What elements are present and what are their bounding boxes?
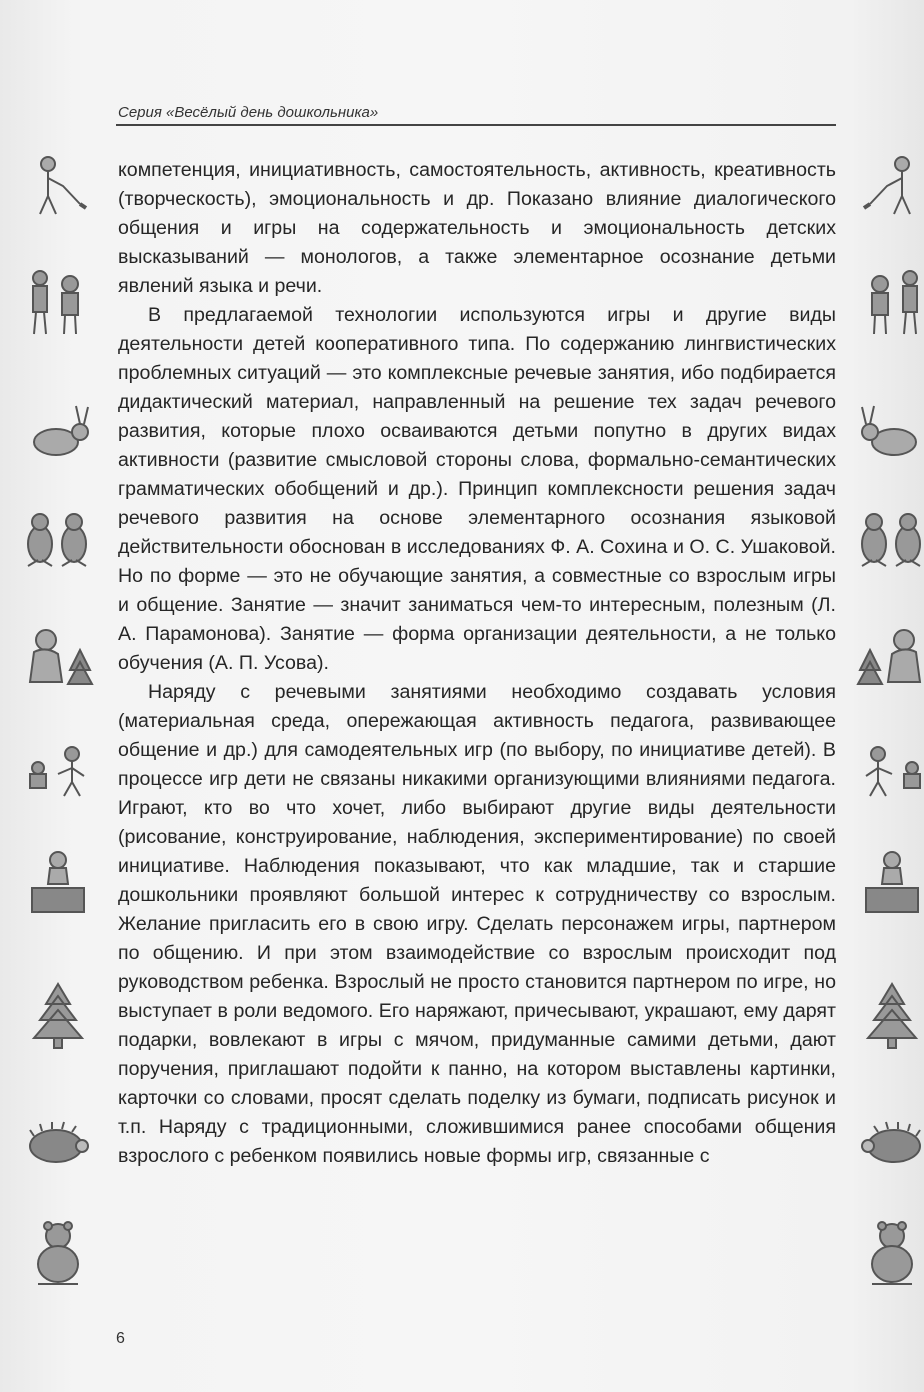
two-children-icon xyxy=(18,262,98,342)
children-playing-icon xyxy=(18,730,98,810)
child-with-shovel-icon xyxy=(852,146,924,226)
child-on-stump-icon xyxy=(18,842,98,922)
paragraph-1: компетенция, инициативность, самостоятельность, активность, креативность (творческость), эмоциональность и др. Показано влияние диалогического общения и игры на содержательность и эмоциональность детских высказываний — монологов, а также элементарное осознание детьми явлений языка и речи. xyxy=(118,159,836,297)
right-margin-vignettes xyxy=(852,0,924,1392)
left-margin-vignettes xyxy=(18,0,108,1392)
child-on-stump-icon xyxy=(852,842,924,922)
page-number: 6 xyxy=(116,1330,125,1347)
two-frogs-icon xyxy=(18,504,98,584)
rabbit-icon xyxy=(852,392,924,472)
christmas-tree-icon xyxy=(852,976,924,1056)
series-header: Серия «Весёлый день дошкольника» xyxy=(118,104,379,121)
paragraph-3: Наряду с речевыми занятиями необходимо создавать условия (материальная среда, опережающая активность педагога, развивающее общение и др.) для самодеятельных игр (по выбору, по инициативе детей). В процессе игр дети не связаны никакими организующими влияниями педагога. Играют, кто во что хочет, либо выбирают другие виды деятельности (рисование, конструирование, наблюдения, экспериментирование) по своей инициативе. Наблюдения показывают, что как младшие, так и старшие дошкольники проявляют большой интерес к сотрудничеству со взрослым. Желание пригласить его в свою игру. Сделать персонажем игры, партнером по общению. И при этом взаимодействие со взрослым происходит под руководством ребенка. Взрослый не просто становится партнером по игре, но выступает в роли ведомого. Его наряжают, причесывают, украшают, ему дарят подарки, вовлекают в игры с мячом, придуманные самими детьми, дают поручения, приглашают подойти к панно, на котором выставлены картинки, карточки со словами, просят сделать поделку из бумаги, подписать рисунок и т.п. Наряду с традиционными, сложившимися ранее способами общения взрослого с ребенком появились новые формы игр, связанные с xyxy=(118,681,836,1167)
children-playing-icon xyxy=(852,730,924,810)
hedgehog-icon xyxy=(852,1102,924,1182)
rabbit-icon xyxy=(18,392,98,472)
header-rule xyxy=(116,124,836,126)
child-with-shovel-icon xyxy=(18,146,98,226)
paragraph-2: В предлагаемой технологии используются игры и другие виды деятельности детей кооперативного типа. По содержанию лингвистических проблемных ситуаций — это комплексные речевые занятия, ибо подбирается дидактический материал, направленный на решение тех задач речевого развития, которые плохо осваиваются детьми попутно в других видах активности (развитие смысловой стороны слова, формально-семантических грамматических обобщений и др.). Принцип комплексности решения задач речевого развития на основе элементарного осознания языковой действительности обоснован в исследованиях Ф. А. Сохина и О. С. Ушаковой. Но по форме — это не обучающие занятия, а совместные со взрослым игры и общение. Занятие — значит заниматься чем-то интересным, полезным (Л. А. Парамонова). Занятие — форма организации деятельности, а не только обучения (А. П. Усова). xyxy=(118,304,836,674)
christmas-tree-icon xyxy=(18,976,98,1056)
child-with-tree-icon xyxy=(18,620,98,700)
bear-cub-icon xyxy=(18,1212,98,1292)
child-with-tree-icon xyxy=(852,620,924,700)
two-children-icon xyxy=(852,262,924,342)
bear-cub-icon xyxy=(852,1212,924,1292)
body-text xyxy=(118,156,836,1171)
two-frogs-icon xyxy=(852,504,924,584)
hedgehog-icon xyxy=(18,1102,98,1182)
